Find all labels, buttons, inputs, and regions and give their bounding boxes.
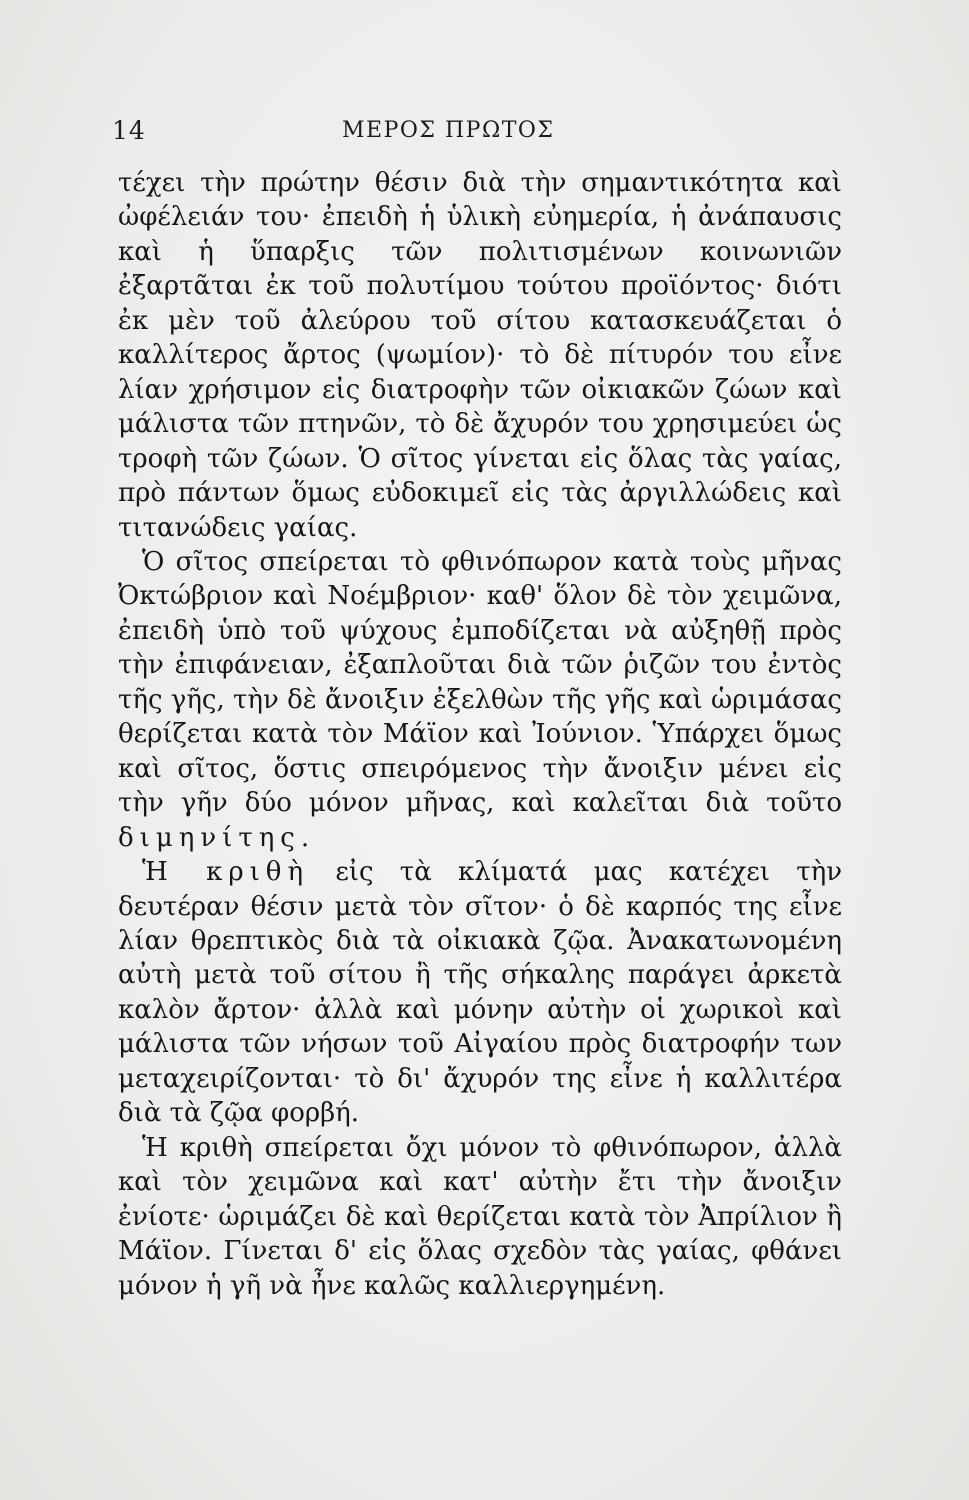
paragraph-2-tail: . <box>300 822 310 853</box>
body-text <box>118 166 842 1303</box>
paragraph-3 <box>118 855 842 1131</box>
paragraph-1: τέχει τὴν πρώτην θέσιν διὰ τὴν σημαντικότητα καὶ ὠφέλειάν του· ἐπειδὴ ἡ ὑλικὴ εὐημερία, ἡ ἀνάπαυσις καὶ ἡ ὕπαρξις τῶν πολιτισμένων κοινωνιῶν ἐξαρτᾶται ἐκ τοῦ πολυτίμου τούτου προϊόντος· διότι ἐκ μὲν τοῦ ἀλεύρου τοῦ σίτου κατασκευάζεται ὁ καλλίτερος ἄρτος (ψωμίον)· τὸ δὲ πίτυρόν του εἶνε λίαν χρήσιμον εἰς διατροφὴν τῶν οἰκιακῶν ζώων καὶ μάλιστα τῶν πτηνῶν, τὸ δὲ ἄχυρόν του χρησιμεύει ὡς τροφὴ τῶν ζώων. Ὁ σῖτος γίνεται εἰς ὅλας τὰς γαίας, πρὸ πάντων ὅμως εὐδοκιμεῖ εἰς τὰς ἀργιλλώδεις καὶ τιτανώδεις γαίας. <box>118 168 842 543</box>
page-number: 14 <box>112 116 146 145</box>
page-header <box>112 116 840 156</box>
paragraph-3-text: εἰς τὰ κλίματά μας κατέχει τὴν δευτέραν θέσιν μετὰ τὸν σῖτον· ὁ δὲ καρπός της εἶνε λίαν θρεπτικὸς διὰ τὰ οἰκιακὰ ζῷα. Ἀνακατωνομένη αὐτὴ μετὰ τοῦ σίτου ἢ τῆς σήκαλης παράγει ἀρκετὰ καλὸν ἄρτον· ἀλλὰ καὶ μόνην αὐτὴν οἱ χωρικοὶ καὶ μάλιστα τῶν νήσων τοῦ Αἰγαίου πρὸς διατροφήν των μεταχειρίζονται· τὸ δι' ἄχυρόν της εἶνε ἡ καλλιτέρα διὰ τὰ ζῷα φορβή. <box>118 857 842 1129</box>
paragraph-4: Ἡ κριθὴ σπείρεται ὄχι μόνον τὸ φθινόπωρον, ἀλλὰ καὶ τὸν χειμῶνα καὶ κατ' αὐτὴν ἔτι τὴν ἄνοιξιν ἐνίοτε· ὡριμάζει δὲ καὶ θερίζεται κατὰ τὸν Ἀπρίλιον ἢ Μάϊον. Γίνεται δ' εἰς ὅλας σχεδὸν τὰς γαίας, φθάνει μόνον ἡ γῆ νὰ ἦνε καλῶς καλλιεργημένη. <box>118 1132 842 1301</box>
paragraph-2-text: Ὁ σῖτος σπείρεται τὸ φθινόπωρον κατὰ τοὺς μῆνας Ὀκτώβριον καὶ Νοέμβριον· καθ' ὅλον δὲ τὸν χειμῶνα, ἐπειδὴ ὑπὸ τοῦ ψύχους ἐμποδίζεται νὰ αὐξηθῇ πρὸς τὴν ἐπιφάνειαν, ἐξαπλοῦται διὰ τῶν ῥιζῶν του ἐντὸς τῆς γῆς, τὴν δὲ ἄνοιξιν ἐξελθὼν τῆς γῆς καὶ ὡριμάσας θερίζεται κατὰ τὸν Μάϊον καὶ Ἰούνιον. Ὑπάρχει ὅμως καὶ σῖτος, ὅστις σπειρόμενος τὴν ἄνοιξιν μένει εἰς τὴν γῆν δύο μόνον μῆνας, καὶ καλεῖται διὰ τοῦτο <box>118 546 842 819</box>
term-dimenitis: διμηνίτης <box>118 822 301 853</box>
running-head: ΜΕΡΟΣ ΠΡΩΤΟΣ <box>342 118 555 143</box>
term-krithi: Ἡ κριθὴ <box>142 857 310 888</box>
paragraph-2 <box>118 545 842 855</box>
